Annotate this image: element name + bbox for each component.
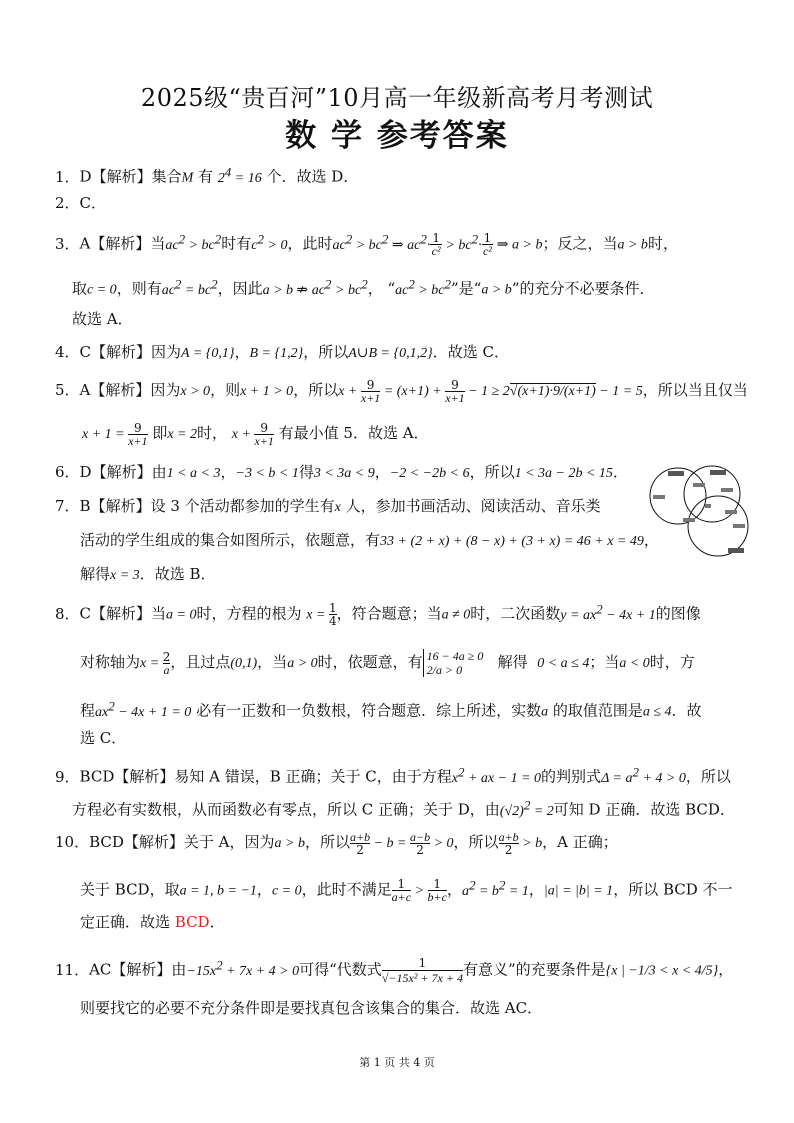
answer-item-3-line-2: 取c = 0，则有$ac^2 = bc^2$，因此a > b ⇏ $ac^2 > bc^2$， “$ac^2 > bc^2$”是“a > b”的充分不必要条件． bbox=[72, 276, 655, 298]
answer-item-7: 7．B【解析】设 3 个活动都参加的学生有x 人，参加书画活动、阅读活动、音乐类 bbox=[55, 497, 601, 515]
answer-item-3: 3．A【解析】当$ac^2 > bc^2$时有$c^2 > 0$，此时$ac^2 > bc^2$ ⇒ $ac^2\cdot$ $\frac{1}{\text{c²}}$ > $bc^2\cdot$ $\frac{1}{\text{c²}}$ ⇒ a > b；反之，当a > b时， bbox=[55, 231, 678, 259]
venn-label-calligraphy bbox=[668, 471, 684, 476]
answer-item-9-line-2: 方程必有实数根，从而函数必有零点，所以 C 正确；关于 D，由$(√2)^2 = 2$可知 D 正确．故选 BCD． bbox=[72, 797, 735, 819]
page-footer: 第 1 页 共 4 页 bbox=[359, 1056, 435, 1069]
answer-item-8-line-3: 程$ax^2 - 4x + 1 = 0$ 必有一正数和一负数根，符合题意．综上所述，实数a 的取值范围是a ≤ 4．故 bbox=[80, 698, 702, 720]
answer-item-2: 2．C． bbox=[55, 194, 107, 212]
answer-item-7-line-2: 活动的学生组成的集合如图所示，依题意，有33 + (2 + x) + (8 − x) + (3 + x) = 46 + x = 49， bbox=[80, 531, 659, 549]
answer-item-4: 4．C【解析】因为A = {0,1}，B = {1,2}，所以A∪B = {0,1,2}．故选 C． bbox=[55, 343, 509, 361]
venn-region-6 bbox=[683, 518, 695, 522]
venn-diagram bbox=[640, 462, 760, 562]
answer-item-7-line-3: 解得x = 3．故选 B． bbox=[80, 565, 216, 583]
venn-label-music bbox=[710, 470, 726, 475]
answer-item-8-line-2: 对称轴为x = $\frac{2}{a}$ ，且过点(0,1)，当a > 0时，依题意，有 16 − 4a ≥ 0 2/a > 0 解得 0 < a ≤ 4；当a < 0时，方 bbox=[80, 649, 695, 677]
answer-item-10-line-2: 关于 BCD，取a = 1, b = −1，c = 0，此时不满足 $\frac{1}{a+c}$ > $\frac{1}{b+c}$ ，$a^2 = b^2 = 1$，|a| = |b| = 1，所以 BCD 不一 bbox=[80, 877, 733, 905]
answer-item-3-line-3: 故选 A． bbox=[72, 310, 133, 328]
page-subtitle: 数 学 参考答案 bbox=[285, 118, 509, 154]
venn-region-7 bbox=[733, 524, 745, 528]
highlighted-answer: BCD bbox=[174, 913, 210, 931]
answer-item-9: 9．BCD【解析】易知 A 错误，B 正确；关于 C，由于方程$x^2$ + ax − 1 = 0的判别式$\Delta = a^2 + 4 > 0$，所以 bbox=[55, 764, 731, 786]
venn-region-2 bbox=[693, 483, 705, 487]
answer-item-10-line-3: 定正确．故选 BCD． bbox=[80, 913, 225, 931]
page-title: 2025级“贵百河”10月高一年级新高考月考测试 bbox=[140, 84, 654, 112]
answer-item-6: 6．D【解析】由1 < a < 3，−3 < b < 1得3 < 3a < 9，−2 < −2b < 6，所以1 < 3a − 2b < 15． bbox=[55, 463, 628, 481]
answer-item-11: 11．AC【解析】由$-15x^2 + 7x + 4 > 0$可得“代数式 $\frac{1}{\text{√−15x² + 7x + 4}}$ 有意义”的充要条件是{x | −1/3 < x < 4/5}， bbox=[55, 956, 734, 986]
venn-region-4 bbox=[705, 504, 711, 508]
venn-label-reading bbox=[728, 548, 744, 553]
answer-item-5-line-2: x + 1 = $\frac{9}{x+1}$ 即x = 2时， x + $\frac{9}{x+1}$ 有最小值 5．故选 A． bbox=[82, 420, 429, 448]
answer-item-5: 5．A【解析】因为x > 0，则x + 1 > 0，所以x + $\frac{9}{x+1}$ = (x+1) + $\frac{9}{x+1}$ − 1 ≥ 2√(x+1)·9/(x+1) − 1 = 5，所以当且仅当 bbox=[55, 377, 748, 405]
answer-item-10: 10．BCD【解析】关于 A，因为a > b，所以 $\frac{a+b}{2}$ − b = $\frac{a-b}{2}$ > 0，所以 $\frac{a+b}{2}$ > b，A 正确； bbox=[55, 829, 618, 857]
venn-region-3 bbox=[721, 488, 733, 492]
venn-region-5 bbox=[725, 510, 737, 514]
answer-item-11-line-2: 则要找它的必要不充分条件即是要找真包含该集合的集合．故选 AC． bbox=[80, 999, 543, 1017]
answer-item-8-line-4: 选 C． bbox=[80, 729, 127, 747]
answer-item-8: 8．C【解析】当a = 0时，方程的根为 x = $\frac{1}{4}$ ，符合题意；当a ≠ 0时，二次函数$y = ax^2 - 4x + 1$的图像 bbox=[55, 601, 701, 629]
venn-region-1 bbox=[653, 495, 665, 499]
answer-item-1: 1．D【解析】集合M 有 $2^4 = 16$ 个．故选 D． bbox=[55, 164, 359, 186]
